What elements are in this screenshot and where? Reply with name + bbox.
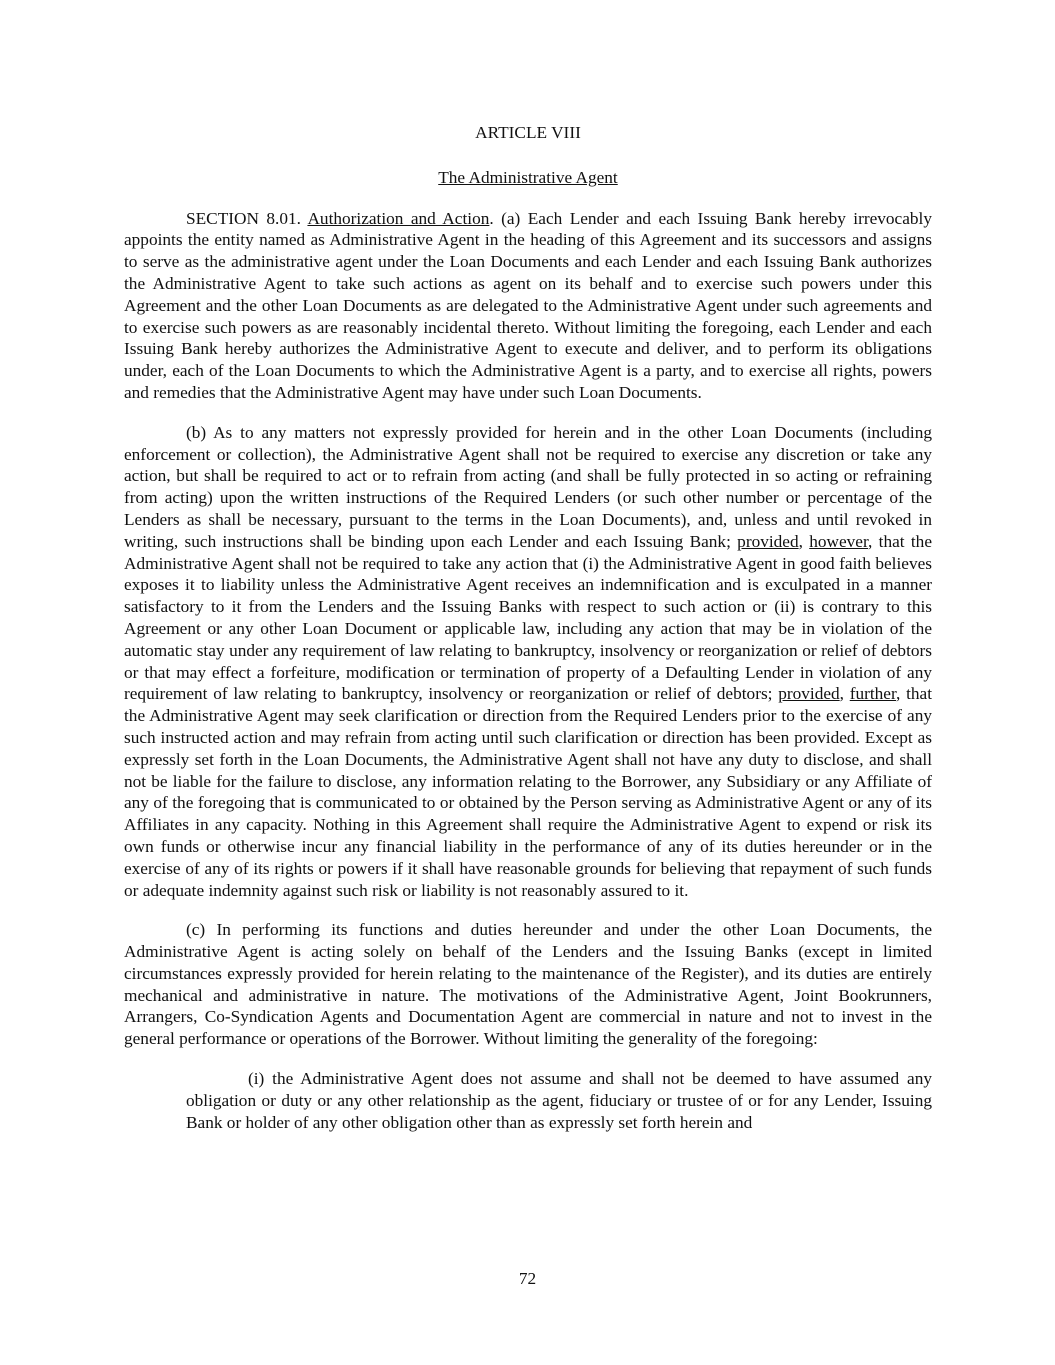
however-term: however bbox=[809, 531, 869, 551]
section-paragraph-a-text: . (a) Each Lender and each Issuing Bank hereby irrevocably appoints the entity named as Administrative Agent in the heading of this Agreement and its successors and assigns to serve as the administrative agent under the Loan Documents and each Lender and each Issuing Bank authorizes the Administrative Agent to take such actions as agent on its behalf and to exercise such powers under this Agreement and the other Loan Documents as are delegated to the Administrative Agent under such agreements and to exercise such powers as are reasonably incidental thereto. Without limiting the foregoing, each Lender and each Issuing Bank hereby authorizes the Administrative Agent to execute and deliver, and to perform its obligations under, each of the Loan Documents to which the Administrative Agent is a party, and to exercise all rights, powers and remedies that the Administrative Agent may have under such Loan Documents. bbox=[124, 208, 932, 402]
article-title: The Administrative Agent bbox=[438, 167, 618, 187]
paragraph-b-comma1: , bbox=[798, 531, 810, 551]
page-number: 72 bbox=[518, 1269, 537, 1288]
further-term: further bbox=[849, 684, 897, 704]
article-heading: ARTICLE VIII bbox=[475, 123, 581, 142]
article-title-wrap bbox=[124, 167, 932, 208]
section-label: SECTION 8.01. bbox=[186, 208, 301, 228]
paragraph-b-part3: , that the Administrative Agent may seek clarification or direction from the Required Lenders prior to the exercise of any such instructed action and may refrain from acting until such clarification or direction has been provided. Except as expressly set forth in the Loan Documents, the Administrative Agent shall not have any duty to disclose, and shall not be liable for the failure to disclose, any information relating to the Borrower, any Subsidiary or any Affiliate of any of the foregoing that is communicated to or obtained by the Person serving as Administrative Agent or any of its Affiliates in any capacity. Nothing in this Agreement shall require the Administrative Agent to expend or risk its own funds or otherwise incur any financial liability in the performance of any of its duties hereunder or in the exercise of any of its rights or powers if it shall have reasonable grounds for believing that repayment of such funds or adequate indemnity against such risk or liability is not reasonably assured to it. bbox=[124, 684, 933, 900]
section-8-01-paragraph-a bbox=[124, 208, 932, 404]
provided-term-1: provided bbox=[737, 531, 799, 551]
paragraph-b bbox=[124, 422, 932, 902]
paragraph-c: (c) In performing its functions and duties hereunder and under the other Loan Documents, the Administrative Agent is acting solely on behalf of the Lenders and the Issuing Banks (except in limited circumstances expressly provided for herein relating to the maintenance of the Register), and its duties are entirely mechanical and administrative in nature. The motivations of the Administrative Agent, Joint Bookrunners, Arrangers, Co-Syndication Agents and Documentation Agent are commercial in nature and not to invest in the general performance or operations of the Borrower. Without limiting the generality of the foregoing: bbox=[124, 920, 932, 1049]
paragraph-b-comma2: , bbox=[839, 684, 850, 704]
paragraph-b-part2: , that the Administrative Agent shall not be required to take any action that (i) the Administrative Agent in good faith believes exposes it to liability unless the Administrative Agent receives an indemnification and is exculpated in a manner satisfactory to it from the Lenders and the Issuing Banks with respect to such action or (ii) is contrary to this Agreement or any other Loan Document or applicable law, including any action that may be in violation of the automatic stay under any requirement of law relating to bankruptcy, insolvency or reorganization or relief of debtors or that may effect a forfeiture, modification or termination of property of a Defaulting Lender in violation of any requirement of law relating to bankruptcy, insolvency or reorganization or relief of debtors; bbox=[124, 531, 932, 704]
document-page bbox=[124, 122, 932, 1133]
section-heading: Authorization and Action bbox=[307, 208, 490, 228]
provided-term-2: provided bbox=[778, 684, 840, 704]
paragraph-c-i: (i) the Administrative Agent does not assume and shall not be deemed to have assumed any obligation or duty or any other relationship as the agent, fiduciary or trustee of or for any Lender, Issuing Bank or holder of any other obligation other than as expressly set forth herein and bbox=[186, 1069, 932, 1132]
paragraph-b-part1: (b) As to any matters not expressly provided for herein and in the other Loan Documents (including enforcement or collection), the Administrative Agent shall not be required to exercise any discretion or take any action, but shall be required to act or to refrain from acting (and shall be fully protected in so acting or refraining from acting) upon the written instructions of the Required Lenders (or such other number or percentage of the Lenders as shall be necessary, pursuant to the terms in the Loan Documents), and, unless and until revoked in writing, such instructions shall be binding upon each Lender and each Issuing Bank; bbox=[124, 422, 932, 551]
